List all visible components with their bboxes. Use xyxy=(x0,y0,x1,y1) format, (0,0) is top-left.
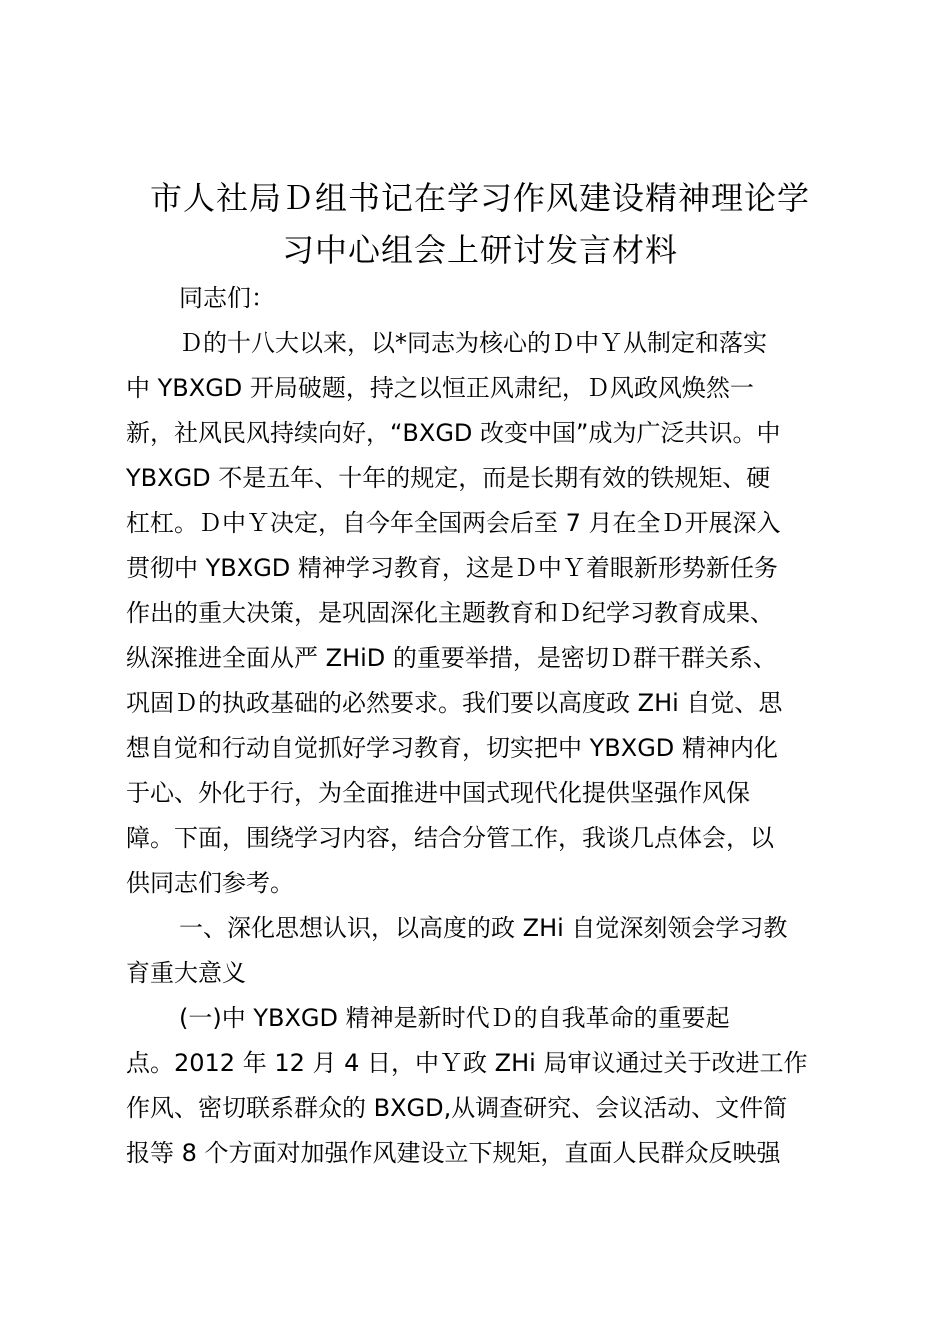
body-line: 新，社风民风持续向好，“BXGD 改变中国”成为广泛共识。中 xyxy=(126,419,781,447)
body-line: 障。下面，围绕学习内容，结合分管工作，我谈几点体会，以 xyxy=(126,824,774,852)
body-line: 于心、外化于行，为全面推进中国式现代化提供坚强作风保 xyxy=(126,779,750,807)
salutation: 同志们： xyxy=(179,284,275,312)
body-line: Ｄ的十八大以来，以*同志为核心的Ｄ中Ｙ从制定和落实 xyxy=(179,329,767,357)
body-line: 作出的重大决策，是巩固深化主题教育和Ｄ纪学习教育成果、 xyxy=(126,599,774,627)
section-heading-line: 一、深化思想认识，以高度的政 ZHi 自觉深刻领会学习教 xyxy=(179,914,788,942)
body-line: YBXGD 不是五年、十年的规定，而是长期有效的铁规矩、硬 xyxy=(126,464,771,492)
body-line: 想自觉和行动自觉抓好学习教育，切实把中 YBXGD 精神内化 xyxy=(126,734,778,762)
document-body xyxy=(126,276,846,1176)
title-line-1: 市人社局Ｄ组书记在学习作风建设精神理论学 xyxy=(149,179,810,217)
body-line: 贯彻中 YBXGD 精神学习教育，这是Ｄ中Ｙ着眼新形势新任务 xyxy=(126,554,778,582)
body-line: 供同志们参考。 xyxy=(126,869,294,897)
body-line: 中 YBXGD 开局破题，持之以恒正风肃纪，Ｄ风政风焕然一 xyxy=(126,374,754,402)
subsection-line: (一)中 YBXGD 精神是新时代Ｄ的自我革命的重要起 xyxy=(179,1004,730,1032)
body-line: 作风、密切联系群众的 BXGD,从调查研究、会议活动、文件简 xyxy=(126,1094,788,1122)
body-line: 报等 8 个方面对加强作风建设立下规矩，直面人民群众反映强 xyxy=(126,1139,781,1167)
section-heading-line: 育重大意义 xyxy=(126,959,246,987)
body-line: 杠杠。Ｄ中Ｙ决定，自今年全国两会后至 7 月在全Ｄ开展深入 xyxy=(126,509,781,537)
body-line: 纵深推进全面从严 ZHiD 的重要举措，是密切Ｄ群干群关系、 xyxy=(126,644,777,672)
body-line: 巩固Ｄ的执政基础的必然要求。我们要以高度政 ZHi 自觉、思 xyxy=(126,689,783,717)
title-line-2: 习中心组会上研讨发言材料 xyxy=(281,231,678,269)
document-title xyxy=(110,172,850,276)
body-line: 点。2012 年 12 月 4 日，中Ｙ政 ZHi 局审议通过关于改进工作 xyxy=(126,1049,808,1077)
